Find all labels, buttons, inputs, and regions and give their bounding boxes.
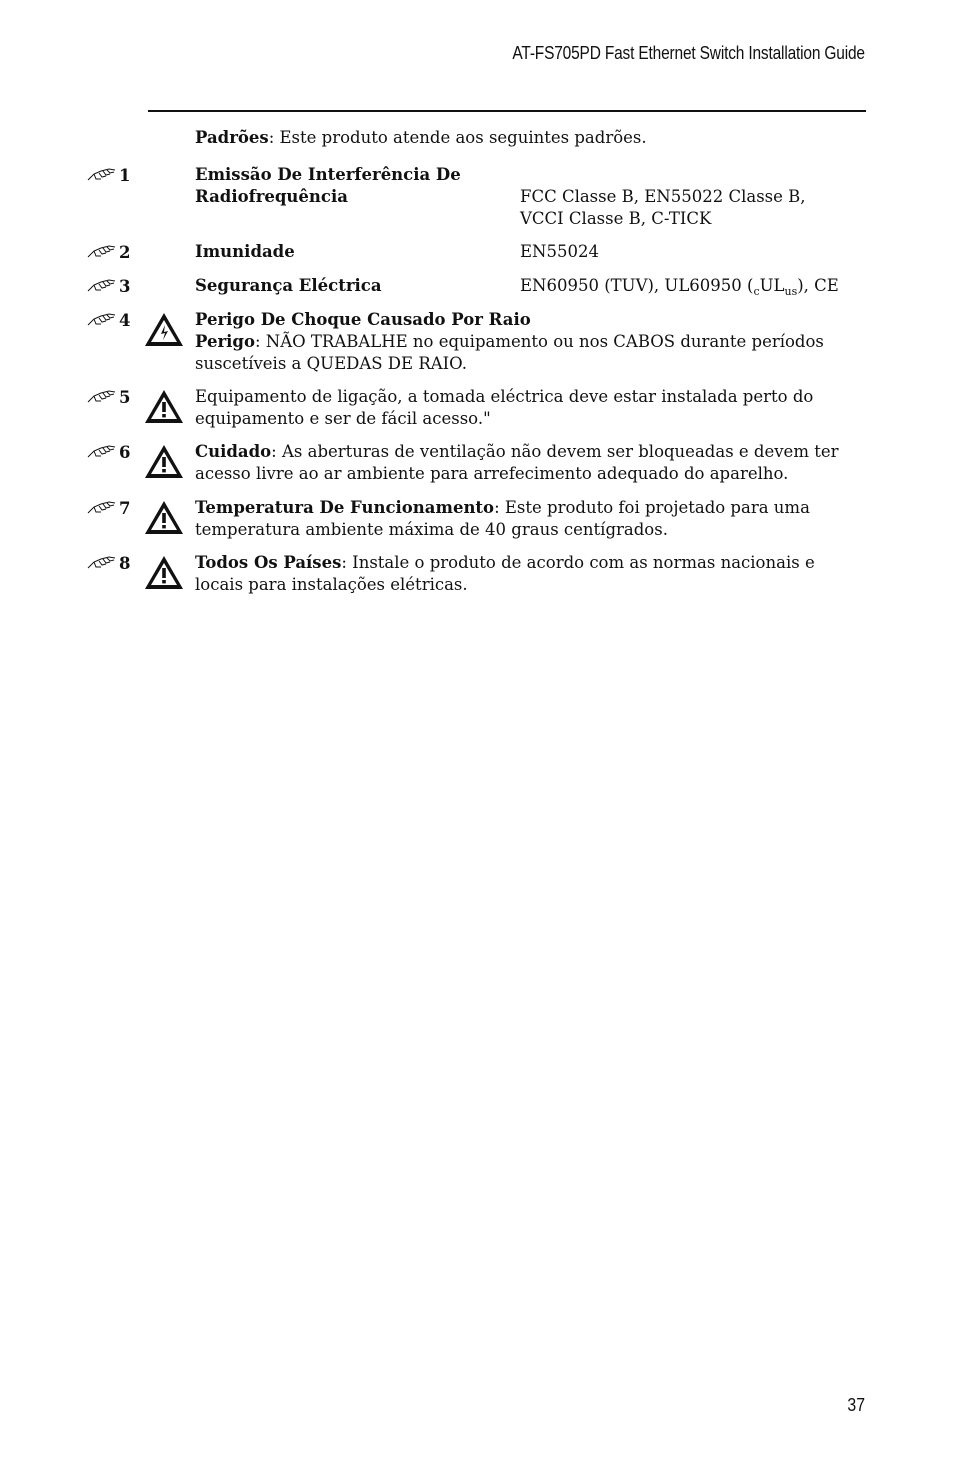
item-marker-5 xyxy=(87,386,137,408)
item-text-line: locais para instalações elétricas. xyxy=(195,575,468,594)
item-marker-3 xyxy=(87,275,137,297)
item-3-label xyxy=(195,275,515,297)
item-2-label xyxy=(195,241,515,263)
pointing-hand-icon xyxy=(87,167,117,183)
item-label: Temperatura De Funcionamento xyxy=(195,498,495,517)
electrical-hazard-icon xyxy=(143,311,185,349)
item-text-line: equipamento e ser de fácil acesso." xyxy=(195,409,491,428)
item-marker-8 xyxy=(87,552,137,574)
intro-label: Padrões xyxy=(195,128,269,147)
item-title: Perigo De Choque Causado Por Raio xyxy=(195,310,531,329)
item-number: 7 xyxy=(119,498,131,518)
pointing-hand-icon xyxy=(87,444,117,460)
item-marker-1 xyxy=(87,164,137,186)
pointing-hand-icon xyxy=(87,312,117,328)
item-8-text xyxy=(195,552,875,596)
pointing-hand-icon xyxy=(87,389,117,405)
item-number: 3 xyxy=(119,276,131,296)
item-label-line: Radiofrequência xyxy=(195,187,348,206)
pointing-hand-icon xyxy=(87,500,117,516)
warning-icon xyxy=(143,388,185,426)
warning-icon xyxy=(143,499,185,537)
value-text: EN60950 (TUV), UL60950 ( xyxy=(520,276,754,295)
item-value-line: FCC Classe B, EN55022 Classe B, xyxy=(520,187,806,206)
pointing-hand-icon xyxy=(87,555,117,571)
item-label: Cuidado xyxy=(195,442,272,461)
value-text-ul: UL xyxy=(759,276,785,295)
warning-icon xyxy=(143,554,185,592)
item-text-line: : Este produto foi projetado para uma xyxy=(494,498,810,517)
value-text-post: ), CE xyxy=(797,276,839,295)
item-number: 8 xyxy=(119,553,131,573)
item-3-value xyxy=(520,275,880,297)
item-text-line: suscetíveis a QUEDAS DE RAIO. xyxy=(195,354,467,373)
item-number: 1 xyxy=(119,165,131,185)
item-text-line: : Instale o produto de acordo com as normas nacionais e xyxy=(341,553,815,572)
item-number: 5 xyxy=(119,387,131,407)
item-label-line: Emissão De Interferência De xyxy=(195,165,461,184)
pointing-hand-icon xyxy=(87,244,117,260)
warning-icon xyxy=(143,443,185,481)
value-subscript-c: c xyxy=(753,285,760,298)
item-1-label xyxy=(195,164,515,208)
page-number: 37 xyxy=(847,1395,865,1415)
value-subscript-us: us xyxy=(784,285,798,298)
item-5-text xyxy=(195,386,875,430)
item-marker-6 xyxy=(87,441,137,463)
item-2-value: EN55024 xyxy=(520,242,599,261)
item-value-line: VCCI Classe B, C-TICK xyxy=(520,209,712,228)
intro-line xyxy=(195,127,647,149)
pointing-hand-icon xyxy=(87,278,117,294)
item-marker-7 xyxy=(87,497,137,519)
item-label: Todos Os Países xyxy=(195,553,342,572)
item-text-line: : As aberturas de ventilação não devem ser bloqueadas e devem ter xyxy=(271,442,839,461)
item-marker-4 xyxy=(87,309,137,331)
item-label: Segurança Eléctrica xyxy=(195,276,382,295)
item-6-text xyxy=(195,441,875,485)
item-1-value xyxy=(520,186,880,230)
item-number: 2 xyxy=(119,242,131,262)
item-text-line: acesso livre ao ar ambiente para arrefecimento adequado do aparelho. xyxy=(195,464,789,483)
page-header-title: AT-FS705PD Fast Ethernet Switch Installation Guide xyxy=(512,43,865,63)
item-label: Perigo xyxy=(195,332,255,351)
item-marker-2 xyxy=(87,241,137,263)
header-rule xyxy=(148,110,866,112)
item-text-line: temperatura ambiente máxima de 40 graus centígrados. xyxy=(195,520,668,539)
intro-text: : Este produto atende aos seguintes padrões. xyxy=(268,128,647,147)
item-4-text xyxy=(195,309,875,375)
item-number: 6 xyxy=(119,442,131,462)
item-label: Imunidade xyxy=(195,242,295,261)
item-text-line: : NÃO TRABALHE no equipamento ou nos CABOS durante períodos xyxy=(254,332,824,351)
item-text-line: Equipamento de ligação, a tomada eléctrica deve estar instalada perto do xyxy=(195,387,814,406)
item-7-text xyxy=(195,497,875,541)
item-number: 4 xyxy=(119,310,131,330)
